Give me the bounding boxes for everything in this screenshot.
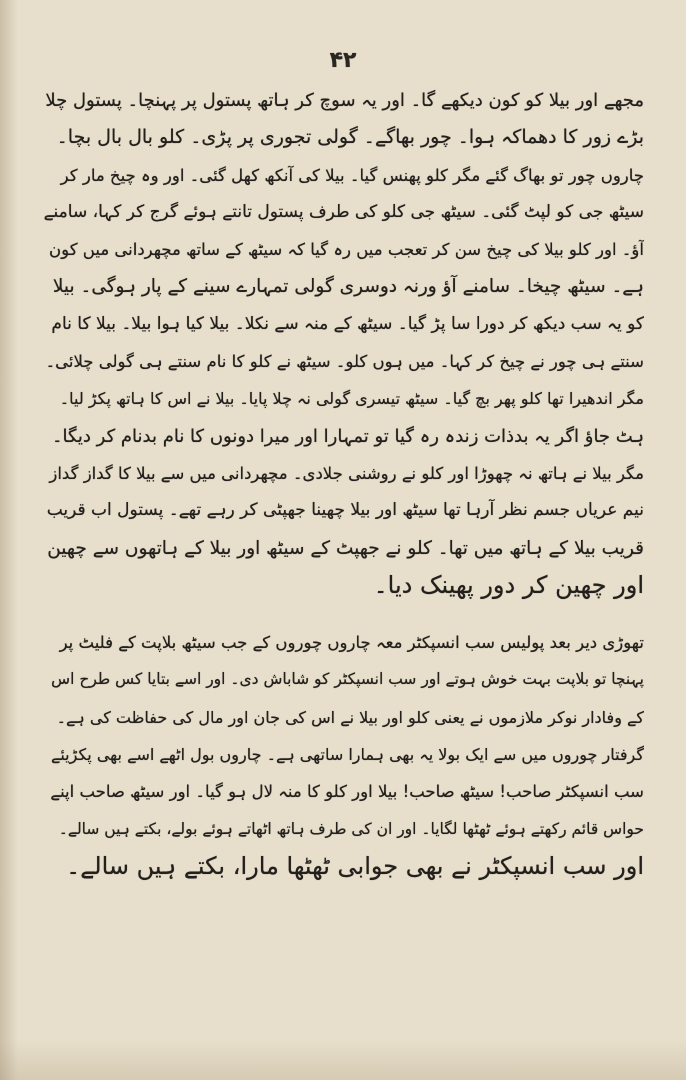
text-line: نیم عریاں جسم نظر آرہا تھا سیٹھ اور بیلا چھینا جھپٹی کر رہے تھے۔ پستول اب قریب xyxy=(46,500,644,521)
text-line: چاروں چور تو بھاگ گئے مگر کلو پھنس گیا۔ بیلا کی آنکھ کھل گئی۔ اور وہ چیخ مار کر xyxy=(60,165,644,185)
paragraph-1 xyxy=(44,82,644,604)
text-line: آؤ۔ اور کلو بیلا کی چیخ سن کر تعجب میں رہ گیا کہ سیٹھ کے ساتھ مچھردانی میں کون xyxy=(49,240,644,260)
text-line: مگر اندھیرا تھا کلو پھر بچ گیا۔ سیٹھ تیسری گولی نہ چلا پایا۔ بیلا نے اس کا ہاتھ پکڑ لیا۔ xyxy=(59,389,644,409)
text-line: ہٹ جاؤ اگر یہ بدذات زندہ رہ گیا تو تمہارا اور میرا دونوں کا نام بدنام کر دیگا۔ xyxy=(51,425,644,447)
text-line: سب انسپکٹر صاحب! سیٹھ صاحب! بیلا اور کلو کا منہ لال ہو گیا۔ اور سیٹھ صاحب اپنے xyxy=(50,782,644,802)
paragraph-2 xyxy=(44,624,644,885)
text-line: کو یہ سب دیکھ کر دورا سا پڑ گیا۔ سیٹھ کے منہ سے نکلا۔ بیلا کیا ہوا بیلا۔ بیلا کا نام xyxy=(51,313,644,334)
text-line: حواس قائم رکھتے ہوئے ٹھٹھا لگایا۔ اور ان کی طرف ہاتھ اٹھاتے ہوئے بولے، بکتے ہیں سالے۔ xyxy=(58,819,644,838)
text-line: تھوڑی دیر بعد پولیس سب انسپکٹر معہ چاروں چوروں کے جب سیٹھ بلاپت کے فلیٹ پر xyxy=(59,633,644,653)
text-line: ہے۔ سیٹھ چیخا۔ سامنے آؤ ورنہ دوسری گولی تمہارے سینے کے پار ہوگی۔ بیلا xyxy=(52,276,644,298)
text-line: کے وفادار نوکر ملازموں نے یعنی کلو اور بیلا نے اس کی جان اور مال کی حفاظت کی ہے۔ xyxy=(56,707,644,727)
text-line: اور چھین کر دور پھینک دیا۔ xyxy=(373,570,644,599)
text-line: قریب بیلا کے ہاتھ میں تھا۔ کلو نے جھپٹ کے سیٹھ اور بیلا کے ہاتھوں سے چھین xyxy=(47,537,644,559)
text-line: پہنچا تو بلاپت بہت خوش ہوتے اور سب انسپکٹر کو شاباش دی۔ اور اسے بتایا کس طرح اس xyxy=(51,670,644,689)
text-line: گرفتار چوروں میں سے ایک بولا یہ بھی ہمارا ساتھی ہے۔ چاروں بول اٹھے اسے بھی پکڑیئے xyxy=(50,745,644,765)
page-number: ۴۲ xyxy=(329,48,357,73)
paragraph-gap xyxy=(44,604,644,624)
text-line: اور سب انسپکٹر نے بھی جوابی ٹھٹھا مارا، بکتے ہیں سالے۔ xyxy=(66,851,644,880)
text-line: سیٹھ جی کو لپٹ گئی۔ سیٹھ جی کلو کی طرف پستول تانتے ہوئے گرج کر کہا، سامنے xyxy=(44,201,644,222)
text-line: مجھے اور بیلا کو کون دیکھے گا۔ اور یہ سوچ کر ہاتھ پستول پر پہنچا۔ پستول چلا xyxy=(45,90,644,111)
text-line: سنتے ہی چور نے چیخ کر کہا۔ میں ہوں کلو۔ سیٹھ نے کلو کا نام سنتے ہی گولی چلائی۔ xyxy=(45,352,644,372)
text-line: مگر بیلا نے ہاتھ نہ چھوڑا اور کلو نے روشنی جلادی۔ مچھردانی میں سے بیلا کا گداز گداز xyxy=(49,463,644,483)
text-line: بڑے زور کا دھماکہ ہوا۔ چور بھاگے۔ گولی تجوری پر پڑی۔ کلو بال بال بچا۔ xyxy=(56,126,644,149)
page-body xyxy=(44,82,644,885)
